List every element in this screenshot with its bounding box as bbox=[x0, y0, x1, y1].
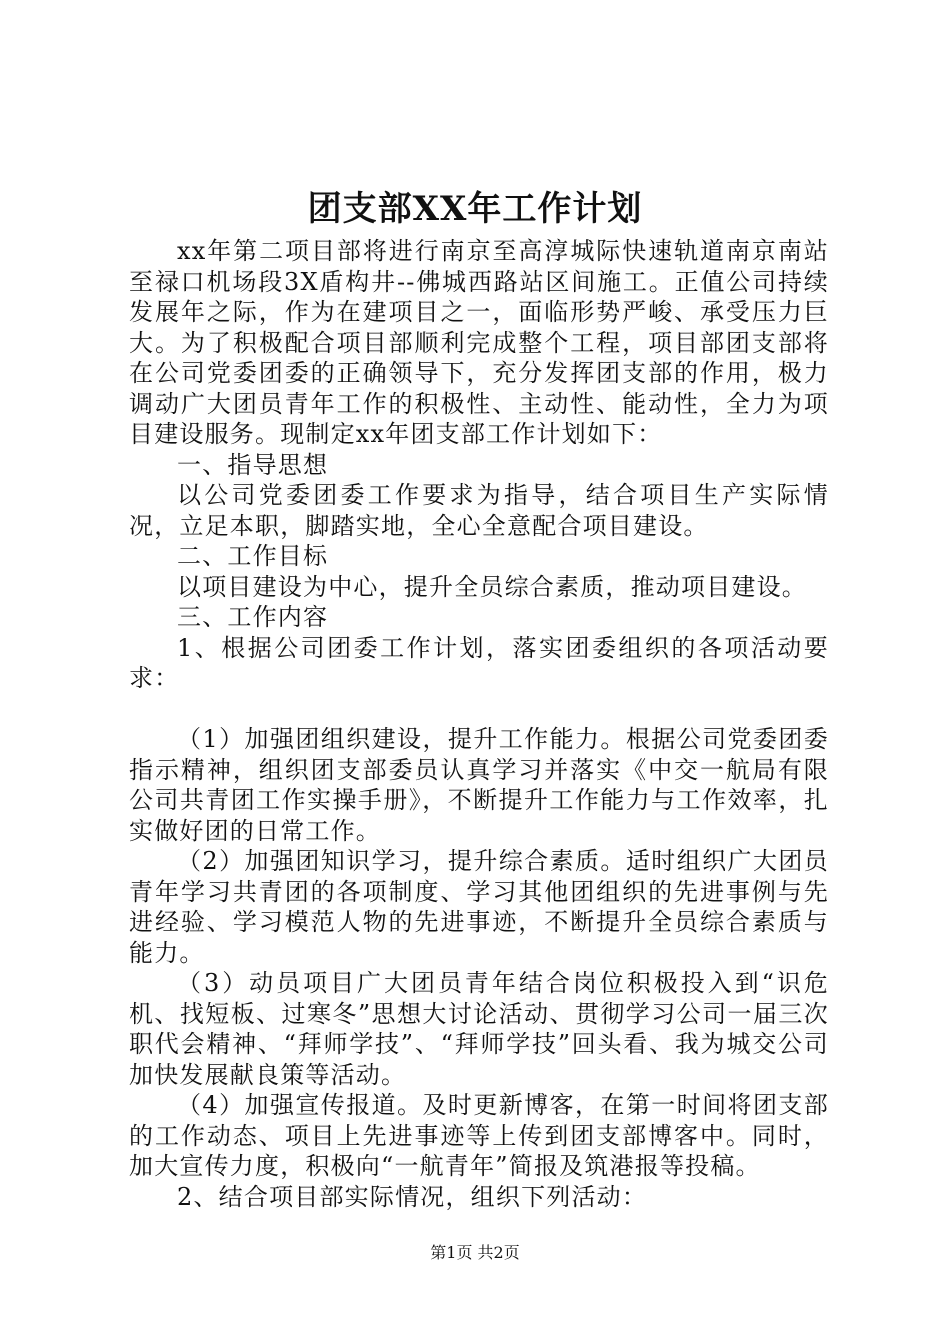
work-content-subitem-2: （2）加强团知识学习，提升综合素质。适时组织广大团员青年学习共青团的各项制度、学习其他团组织的先进事例与先进经验、学习模范人物的先进事迹，不断提升全员综合素质与能力。 bbox=[129, 847, 829, 967]
document-body bbox=[129, 236, 829, 1212]
work-content-item-1: 1、根据公司团委工作计划，落实团委组织的各项活动要求： bbox=[129, 633, 829, 692]
page-number-footer: 第1页 共2页 bbox=[430, 1243, 520, 1262]
work-content-subitem-1: （1）加强团组织建设，提升工作能力。根据公司党委团委指示精神，组织团支部委员认真学习并落实《中交一航局有限公司共青团工作实操手册》，不断提升工作能力与工作效率，扎实做好团的日常工作。 bbox=[129, 725, 829, 845]
intro-paragraph: xx年第二项目部将进行南京至高淳城际快速轨道南京南站至禄口机场段3X盾构井--佛城西路站区间施工。正值公司持续发展年之际，作为在建项目之一，面临形势严峻、承受压力巨大。为了积极配合项目部顺利完成整个工程，项目部团支部将在公司党委团委的正确领导下，充分发挥团支部的作用，极力调动广大团员青年工作的积极性、主动性、能动性，全力为项目建设服务。现制定xx年团支部工作计划如下： bbox=[129, 237, 829, 448]
work-content-item-2: 2、结合项目部实际情况，组织下列活动： bbox=[177, 1182, 648, 1211]
work-goals-paragraph: 以项目建设为中心，提升全员综合素质，推动项目建设。 bbox=[177, 572, 807, 601]
work-content-subitem-4: （4）加强宣传报道。及时更新博客，在第一时间将团支部的工作动态、项目上先进事迹等上传到团支部博客中。同时，加大宣传力度，积极向“一航青年”简报及筑港报等投稿。 bbox=[129, 1091, 829, 1180]
section-heading-work-content: 三、工作内容 bbox=[177, 603, 329, 631]
document-title: 团支部XX年工作计划 bbox=[307, 189, 643, 229]
section-heading-work-goals: 二、工作目标 bbox=[177, 542, 329, 570]
paragraph-spacer bbox=[129, 694, 829, 725]
guiding-ideology-paragraph: 以公司党委团委工作要求为指导，结合项目生产实际情况，立足本职，脚踏实地，全心全意配合项目建设。 bbox=[129, 481, 829, 540]
section-heading-guiding-ideology: 一、指导思想 bbox=[177, 450, 329, 479]
work-content-subitem-3: （3）动员项目广大团员青年结合岗位积极投入到“识危机、找短板、过寒冬”思想大讨论活动、贯彻学习公司一届三次职代会精神、“拜师学技”、“拜师学技”回头看、我为城交公司加快发展献良策等活动。 bbox=[129, 969, 829, 1089]
